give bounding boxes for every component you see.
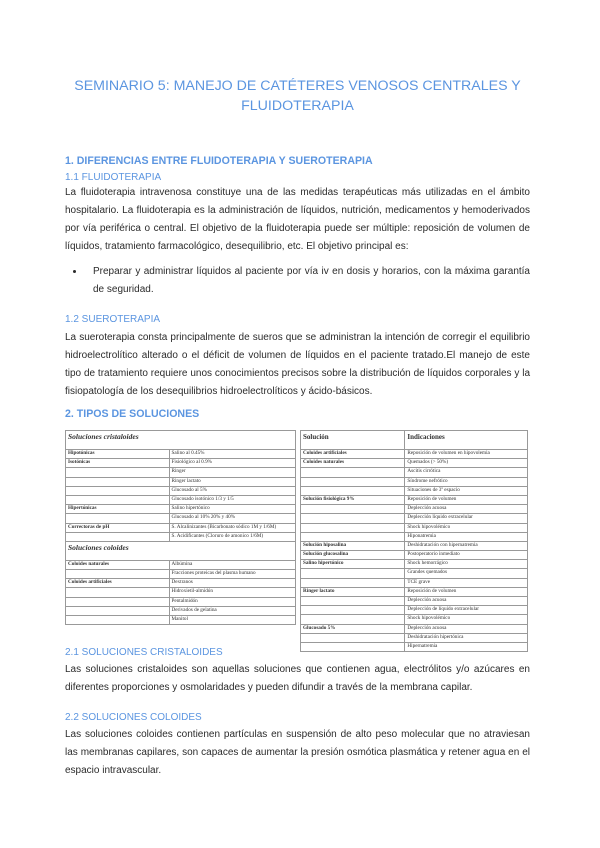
table-row <box>301 597 528 606</box>
indication-cell: Deplección acuosa <box>405 597 528 606</box>
objective-item: • Preparar y administrar líquidos al paciente por vía iv en dosis y horarios, con la máxima garantía de seguridad. <box>85 263 530 299</box>
table-row <box>66 459 296 468</box>
indication-cell: Deshidratación con hipernatremia <box>405 541 528 550</box>
solution-cell: Albúmina <box>169 560 296 569</box>
table-row <box>301 450 528 459</box>
subsection-heading-sueroterapia: 1.2 SUEROTERAPIA <box>65 314 161 325</box>
indication-cell: Shock hemorrágico <box>405 560 528 569</box>
solution-cell: Salino hipertónico <box>169 505 296 514</box>
solution-cell <box>301 532 405 541</box>
table-row <box>301 468 528 477</box>
solution-cell: Salino hipertónico <box>301 560 405 569</box>
table-row <box>66 616 296 625</box>
solution-cell: S. Alcalinizantes (Bicarbonato sódico 1M y 1/6M) <box>169 523 296 532</box>
table-row <box>301 578 528 587</box>
category-cell <box>66 468 170 477</box>
table-row <box>301 560 528 569</box>
fluidoterapia-paragraph: La fluidoterapia intravenosa constituye una de las medidas terapéuticas más utilizadas en el ámbito hospitalario. La fluidoterapia es la administración de líquidos, nutrición, medicamentos y hemoderivados por vía periférica o central. El objetivo de la fluidoterapia puede ser múltiple: reposición de volumen de líquidos, tratamiento farmacológico, desequilibrio, etc. El objetivo principal es: <box>65 187 530 252</box>
indication-cell: Deplección acuosa <box>405 505 528 514</box>
solution-cell: Ringer <box>169 468 296 477</box>
solution-cell <box>301 569 405 578</box>
solution-cell <box>301 486 405 495</box>
solution-cell: Glucosado al 10% 20% y 40% <box>169 514 296 523</box>
indication-cell: Deshidratación hipertónica <box>405 633 528 642</box>
table-row <box>66 514 296 523</box>
category-cell: Coloides artificiales <box>66 579 170 588</box>
category-cell: Hipotónicas <box>66 450 170 459</box>
solution-cell: Coloides artificiales <box>301 450 405 459</box>
solution-cell <box>301 578 405 587</box>
solution-cell: Hidroxietil-almidón <box>169 588 296 597</box>
category-cell <box>66 570 170 579</box>
table-row <box>66 588 296 597</box>
subsection-heading-coloides: 2.2 SOLUCIONES COLOIDES <box>65 712 202 723</box>
indication-cell: Grandes quemados <box>405 569 528 578</box>
table-row <box>301 495 528 504</box>
solution-cell <box>301 514 405 523</box>
page-title: SEMINARIO 5: MANEJO DE CATÉTERES VENOSOS CENTRALES Y FLUIDOTERAPIA <box>74 78 521 114</box>
table-row <box>66 597 296 606</box>
category-cell <box>66 588 170 597</box>
indication-cell: Quemados (> 50%) <box>405 459 528 468</box>
solution-cell: S. Acidificantes (Cloruro de amonico 1/6M) <box>169 532 296 541</box>
indication-cell: Shock hipovolémico <box>405 523 528 532</box>
table-row <box>66 486 296 495</box>
solution-cell: Derivados de gelatina <box>169 606 296 615</box>
indication-cell: Deplección de líquido extracelular <box>405 606 528 615</box>
table-section-header: Soluciones coloides <box>66 541 296 560</box>
solution-cell: Salino al 0.45% <box>169 450 296 459</box>
solution-cell: Coloides naturales <box>301 459 405 468</box>
category-cell <box>66 486 170 495</box>
solution-cell <box>301 606 405 615</box>
solution-cell: Solución fisiológica 9% <box>301 495 405 504</box>
table-row <box>66 505 296 514</box>
table-row <box>301 532 528 541</box>
subsection-heading-cristaloides: 2.1 SOLUCIONES CRISTALOIDES <box>65 647 223 658</box>
table-row <box>66 495 296 504</box>
column-header: Indicaciones <box>405 431 528 450</box>
solution-cell <box>301 477 405 486</box>
solution-cell: Glucosado isotónico 1/3 y 1/5 <box>169 495 296 504</box>
indication-cell: Reposición de volumen <box>405 495 528 504</box>
objective-list <box>65 263 530 299</box>
indication-cell: Deplección acuosa <box>405 624 528 633</box>
solution-cell: Fracciones proteicas del plasma humano <box>169 570 296 579</box>
solutions-indications-table <box>300 430 528 652</box>
solution-cell <box>301 468 405 477</box>
table-row <box>301 541 528 550</box>
table-row <box>301 514 528 523</box>
category-cell <box>66 514 170 523</box>
category-cell <box>66 477 170 486</box>
table-row <box>301 587 528 596</box>
indication-cell: Hiponatremia <box>405 532 528 541</box>
table-row <box>66 532 296 541</box>
cristaloides-paragraph: Las soluciones cristaloides son aquellas soluciones que contienen agua, electrólitos y/o azúcares en diferentes proporciones y osmolaridades y pueden difundir a través de la membrana capilar. <box>65 664 530 693</box>
sueroterapia-paragraph: La sueroterapia consta principalmente de sueros que se administran la intención de corregir el equilibrio hidroelectrolítico alterado o el déficit de volumen de líquidos en el paciente tratado.El manejo de este tipo de tratamiento requiere unos conocimientos precisos sobre la distribución de líquidos corporales y la fisiopatología de los desequilibrios hidroelectrolíticos y ácido-básicos. <box>65 332 530 397</box>
indication-cell: Shock hipovolémico <box>405 615 528 624</box>
indication-cell: Situaciones de 3º espacio <box>405 486 528 495</box>
indication-cell: Postoperatorio inmediato <box>405 551 528 560</box>
solution-cell <box>301 615 405 624</box>
coloides-paragraph: Las soluciones coloides contienen partículas en suspensión de alto peso molecular que no atraviesan las membranas capilares, son capaces de aumentar la presión osmótica plasmática y retener agua en el espacio intravascular. <box>65 729 530 776</box>
subsection-heading-fluidoterapia: 1.1 FLUIDOTERAPIA <box>65 172 162 183</box>
solution-cell: Glucosado 5% <box>301 624 405 633</box>
category-cell <box>66 532 170 541</box>
indication-cell: Reposición de volumen en hipovolemia <box>405 450 528 459</box>
solution-cell <box>301 505 405 514</box>
indication-cell: Reposición de volumen <box>405 587 528 596</box>
category-cell: Correctoras de pH <box>66 523 170 532</box>
table-row <box>66 541 296 560</box>
table-row <box>66 477 296 486</box>
solution-cell <box>301 523 405 532</box>
table-header-row <box>301 431 528 450</box>
solution-cell <box>301 597 405 606</box>
table-row <box>66 560 296 569</box>
solution-cell: Solución glucosalina <box>301 551 405 560</box>
section-heading-2: 2. TIPOS DE SOLUCIONES <box>65 408 200 420</box>
table-row <box>301 551 528 560</box>
solution-cell: Pentalmidón <box>169 597 296 606</box>
table-row <box>301 486 528 495</box>
table-row <box>301 624 528 633</box>
table-row <box>301 615 528 624</box>
solution-cell: Ringer lactato <box>301 587 405 596</box>
solution-cell <box>301 633 405 642</box>
table-row <box>301 477 528 486</box>
table-row <box>66 579 296 588</box>
category-cell: Isotónicas <box>66 459 170 468</box>
category-cell <box>66 597 170 606</box>
table-row <box>301 569 528 578</box>
table-row <box>66 431 296 450</box>
solution-cell: Solución hiposalina <box>301 541 405 550</box>
table-row <box>66 468 296 477</box>
solution-cell: Fisiológico al 0.9% <box>169 459 296 468</box>
table-section-header: Soluciones cristaloides <box>66 431 296 450</box>
section-heading-1: 1. DIFERENCIAS ENTRE FLUIDOTERAPIA Y SUEROTERAPIA <box>65 155 373 167</box>
table-row <box>301 459 528 468</box>
indication-cell: TCE grave <box>405 578 528 587</box>
solution-cell: Dextranos <box>169 579 296 588</box>
category-cell: Coloides naturales <box>66 560 170 569</box>
category-cell <box>66 606 170 615</box>
table-row <box>301 606 528 615</box>
category-cell <box>66 616 170 625</box>
table-row <box>66 450 296 459</box>
solutions-types-table <box>65 430 296 625</box>
table-row <box>66 570 296 579</box>
table-row <box>301 505 528 514</box>
category-cell <box>66 495 170 504</box>
column-header: Solución <box>301 431 405 450</box>
solution-cell: Manitol <box>169 616 296 625</box>
solution-cell: Ringer lactato <box>169 477 296 486</box>
category-cell: Hipertónicas <box>66 505 170 514</box>
indication-cell: Deplección líquido extracelular <box>405 514 528 523</box>
solution-cell: Glucosado al 5% <box>169 486 296 495</box>
table-row <box>66 523 296 532</box>
indication-cell: Ascitis cirrótica <box>405 468 528 477</box>
indication-cell: Hipernatremia <box>405 642 528 651</box>
table-row <box>66 606 296 615</box>
indication-cell: Síndrome nefrótico <box>405 477 528 486</box>
table-row <box>301 633 528 642</box>
table-row <box>301 523 528 532</box>
